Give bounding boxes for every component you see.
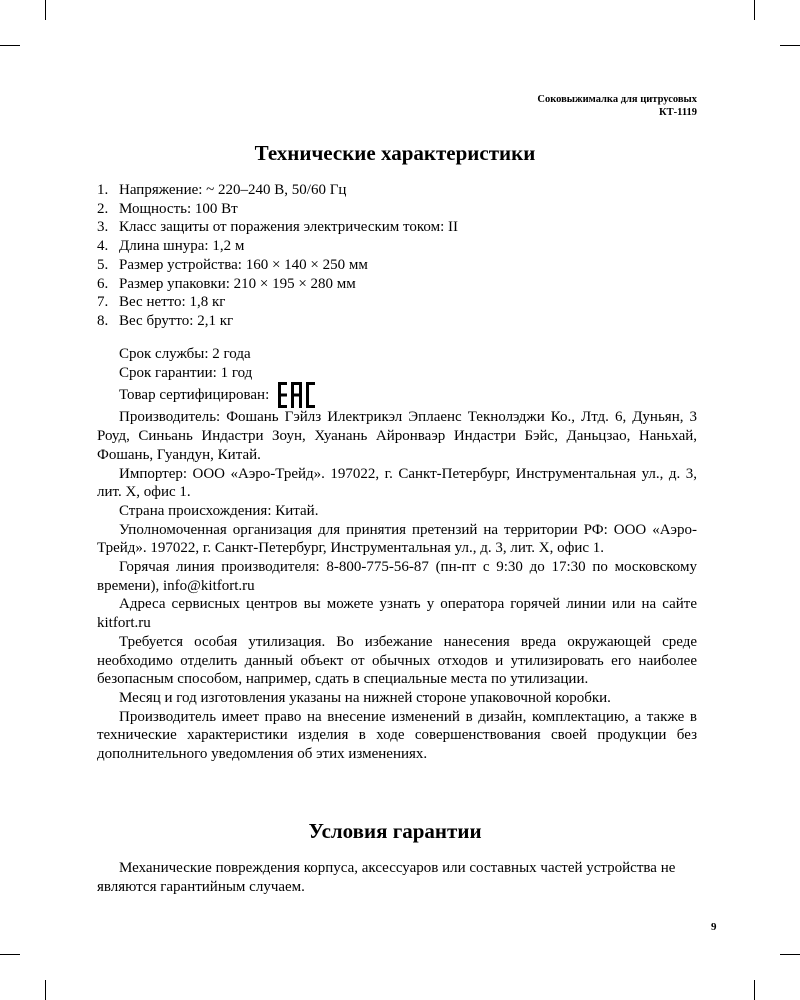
spec-number: 6.	[97, 275, 109, 292]
authorized-organization: Уполномоченная организация для принятия претензий на территории РФ: ООО «Аэро-Трейд». 197022, г. Санкт-Петербург, Инструментальная ул., д. 3, лит. Х, офис 1.	[97, 521, 697, 557]
spec-text: Вес нетто: 1,8 кг	[119, 294, 226, 311]
crop-mark	[754, 980, 755, 1000]
crop-mark	[45, 980, 46, 1000]
header-product: Соковыжималка для цитрусовых	[537, 94, 697, 105]
spec-text: Длина шнура: 1,2 м	[119, 238, 245, 255]
spec-text: Мощность: 100 Вт	[119, 200, 238, 217]
manufacturer: Производитель: Фошань Гэйлз Илектрикэл Эплаенс Текнолэджи Ко., Лтд. 6, Дуньян, 3 Роуд, Синьань Индастри Зоун, Хуанань Айронваэр Индастри Бэйс, Даньцзао, Наньхай, Фошань, Гуандун, Китай.	[97, 409, 697, 463]
page-number: 9	[711, 921, 717, 933]
header-model: КТ-1119	[659, 107, 697, 118]
crop-mark	[0, 954, 20, 955]
spec-item	[97, 275, 458, 294]
spec-item	[97, 293, 458, 312]
spec-number: 2.	[97, 200, 109, 217]
spec-number: 1.	[97, 182, 109, 198]
service-centers: Адреса сервисных центров вы можете узнать у оператора горячей линии или на сайте kitfort.ru	[97, 596, 697, 632]
importer: Импортер: ООО «Аэро-Трейд». 197022, г. Санкт-Петербург, Инструментальная ул., д. 3, лит. Х, офис 1.	[97, 465, 697, 501]
spec-item	[97, 256, 458, 275]
spec-text: Размер упаковки: 210 × 195 × 280 мм	[119, 275, 356, 292]
eac-logo-icon	[277, 382, 317, 408]
spec-text: Напряжение: ~ 220–240 В, 50/60 Гц	[119, 182, 347, 198]
spec-item	[97, 181, 458, 200]
country-of-origin: Страна происхождения: Китай.	[119, 502, 319, 519]
manufacture-date-note: Месяц и год изготовления указаны на нижней стороне упаковочной коробки.	[119, 689, 611, 706]
specs-list	[97, 181, 458, 331]
crop-mark	[0, 45, 20, 46]
warranty-text: Механические повреждения корпуса, аксессуаров или составных частей устройства не являются гарантийным случаем.	[97, 860, 676, 895]
spec-number: 3.	[97, 219, 109, 236]
spec-item	[97, 237, 458, 256]
spec-text: Класс защиты от поражения электрическим током: II	[119, 219, 459, 236]
hotline: Горячая линия производителя: 8-800-775-56-87 (пн-пт с 9:30 до 17:30 по московскому времени), info@kitfort.ru	[97, 559, 697, 594]
tech-specs-title: Технические характеристики	[254, 141, 536, 165]
product-info	[97, 345, 697, 764]
spec-text: Вес брутто: 2,1 кг	[119, 312, 234, 329]
spec-number: 8.	[97, 312, 109, 329]
certification-line	[97, 382, 697, 408]
spec-number: 7.	[97, 294, 109, 311]
certification-text: Товар сертифицирован:	[119, 387, 270, 404]
spec-number: 5.	[97, 256, 109, 273]
disposal-notice: Требуется особая утилизация. Во избежание нанесения вреда окружающей среде необходимо отделить данный объект от обычных отходов и утилизировать его наиболее безопасным способом, например, сдать в специальные места по утилизации.	[97, 633, 697, 688]
running-header	[537, 93, 697, 119]
spec-number: 4.	[97, 238, 109, 255]
crop-mark	[754, 0, 755, 20]
warranty-period: Срок гарантии: 1 год	[119, 364, 253, 381]
spec-item	[97, 200, 458, 219]
warranty-section	[97, 859, 697, 896]
crop-mark	[780, 954, 800, 955]
crop-mark	[780, 45, 800, 46]
changes-notice: Производитель имеет право на внесение изменений в дизайн, комплектацию, а также в технические характеристики изделия в ходе совершенствования своей продукции без дополнительного уведомления об этих изменениях.	[97, 708, 697, 763]
crop-mark	[45, 0, 46, 20]
warranty-title: Условия гарантии	[308, 819, 482, 843]
spec-item	[97, 312, 458, 331]
spec-text: Размер устройства: 160 × 140 × 250 мм	[119, 256, 368, 273]
spec-item	[97, 218, 458, 237]
service-life: Срок службы: 2 года	[119, 346, 251, 362]
